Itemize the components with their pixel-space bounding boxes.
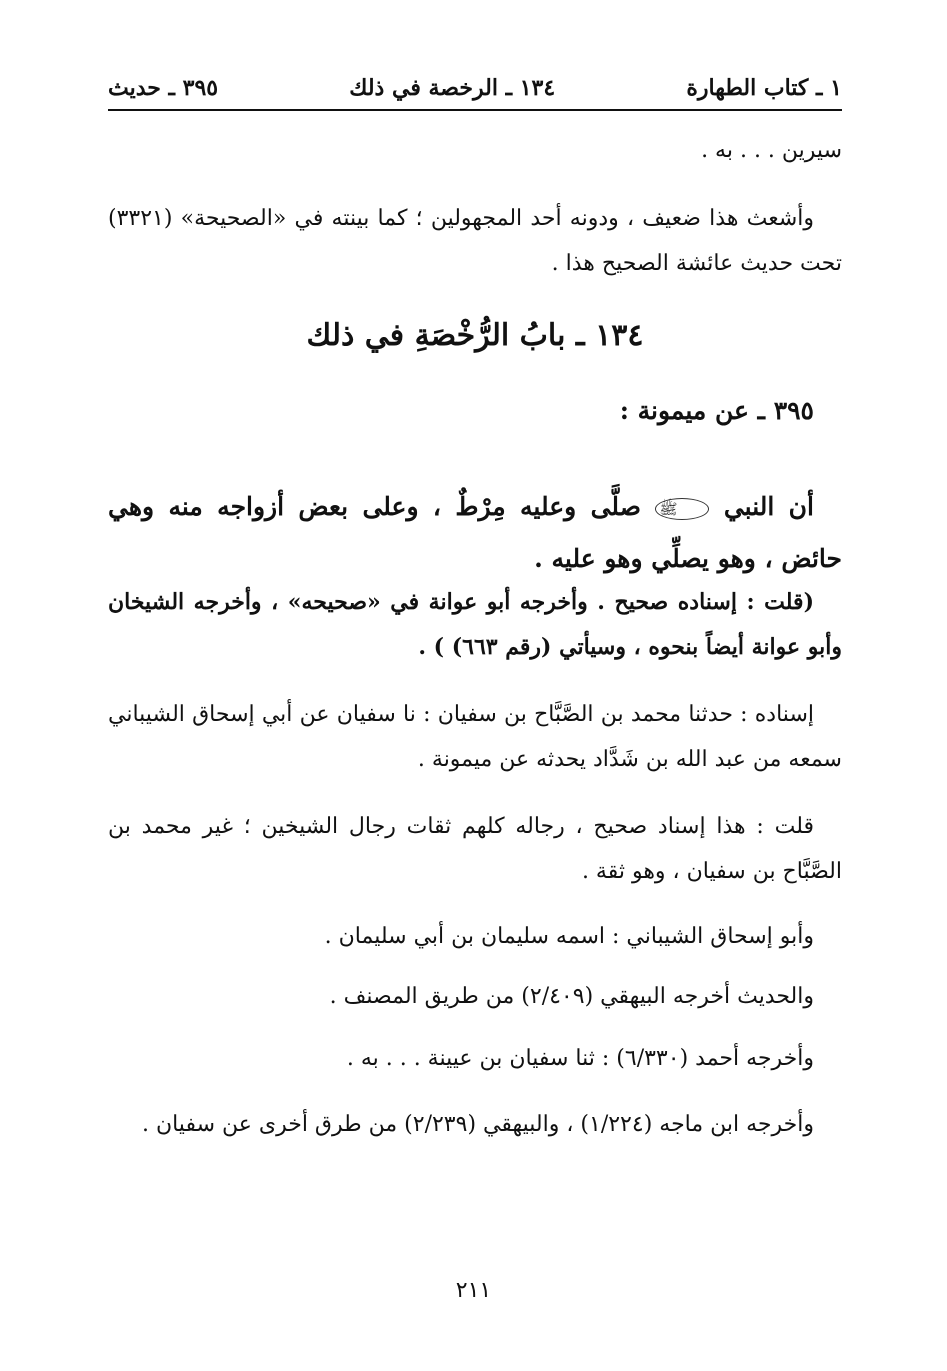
chapter-title: ١٣٤ ـ بابُ الرُّخْصَةِ في ذلك: [306, 318, 644, 353]
ibnmajah-paragraph: [108, 1102, 842, 1147]
header-book-title: ١ ـ كتاب الطهارة: [686, 75, 842, 101]
header-rule: [108, 109, 842, 111]
paragraph-text: وأبو إسحاق الشيباني : اسمه سليمان بن أبي سليمان .: [324, 924, 814, 949]
commentary-paragraph: [108, 196, 842, 286]
salla-symbol-icon: ﷺ: [655, 498, 709, 520]
paragraph-text: قلت : هذا إسناد صحيح ، رجاله كلهم ثقات رجال الشيخين ؛ غير محمد بن الصَّبَّاح بن سفيان ، وهو ثقة .: [108, 814, 842, 884]
paragraph-text: وأخرجه ابن ماجه (١/٢٢٤) ، والبيهقي (٢/٢٣٩) من طرق أخرى عن سفيان .: [141, 1112, 814, 1137]
isnad-paragraph: [108, 692, 842, 782]
hadith-title: ٣٩٥ ـ عن ميمونة :: [619, 396, 814, 425]
paragraph-text: وأخرجه أحمد (٦/٣٣٠) : ثنا سفيان بن عيينة . . . به .: [346, 1046, 814, 1071]
header-hadith-number: ٣٩٥ ـ حديث: [108, 75, 219, 101]
qult-grading-paragraph: [108, 804, 842, 894]
paragraph-text: والحديث أخرجه البيهقي (٢/٤٠٩) من طريق المصنف .: [329, 984, 814, 1009]
paragraph-text: سيرين . . . به .: [701, 138, 842, 163]
header-chapter-title: ١٣٤ ـ الرخصة في ذلك: [349, 75, 556, 101]
paragraph-text: وأشعث هذا ضعيف ، ودونه أحد المجهولين ؛ كما بينته في «الصحيحة» (٣٣٢١) تحت حديث عائشة الصحيح هذا .: [108, 206, 842, 276]
matn-body: صلَّى وعليه مِرْطٌ ، وعلى بعض أزواجه منه وهي حائض ، وهو يصلِّي وهو عليه .: [108, 492, 842, 573]
paragraph-text: (قلت : إسناده صحيح . وأخرجه أبو عوانة في «صحيحه» ، وأخرجه الشيخان وأبو عوانة أيضاً بنحوه ، وسيأتي (رقم ٦٦٣) ) .: [108, 589, 842, 660]
qult-takhrij-paragraph: [108, 580, 842, 670]
shaybani-paragraph: [108, 914, 842, 959]
continuation-paragraph: [108, 128, 842, 173]
ahmad-paragraph: [108, 1036, 842, 1081]
running-header: [108, 70, 842, 106]
bayhaqi-paragraph: [108, 974, 842, 1019]
matn-text: [108, 481, 842, 585]
paragraph-text: إسناده : حدثنا محمد بن الصَّبَّاح بن سفيان : نا سفيان عن أبي إسحاق الشيباني سمعه من عبد الله بن شَدَّاد يحدثه عن ميمونة .: [108, 702, 842, 772]
matn-opening: أن النبي: [723, 492, 814, 521]
page-number: ٢١١: [455, 1278, 492, 1303]
